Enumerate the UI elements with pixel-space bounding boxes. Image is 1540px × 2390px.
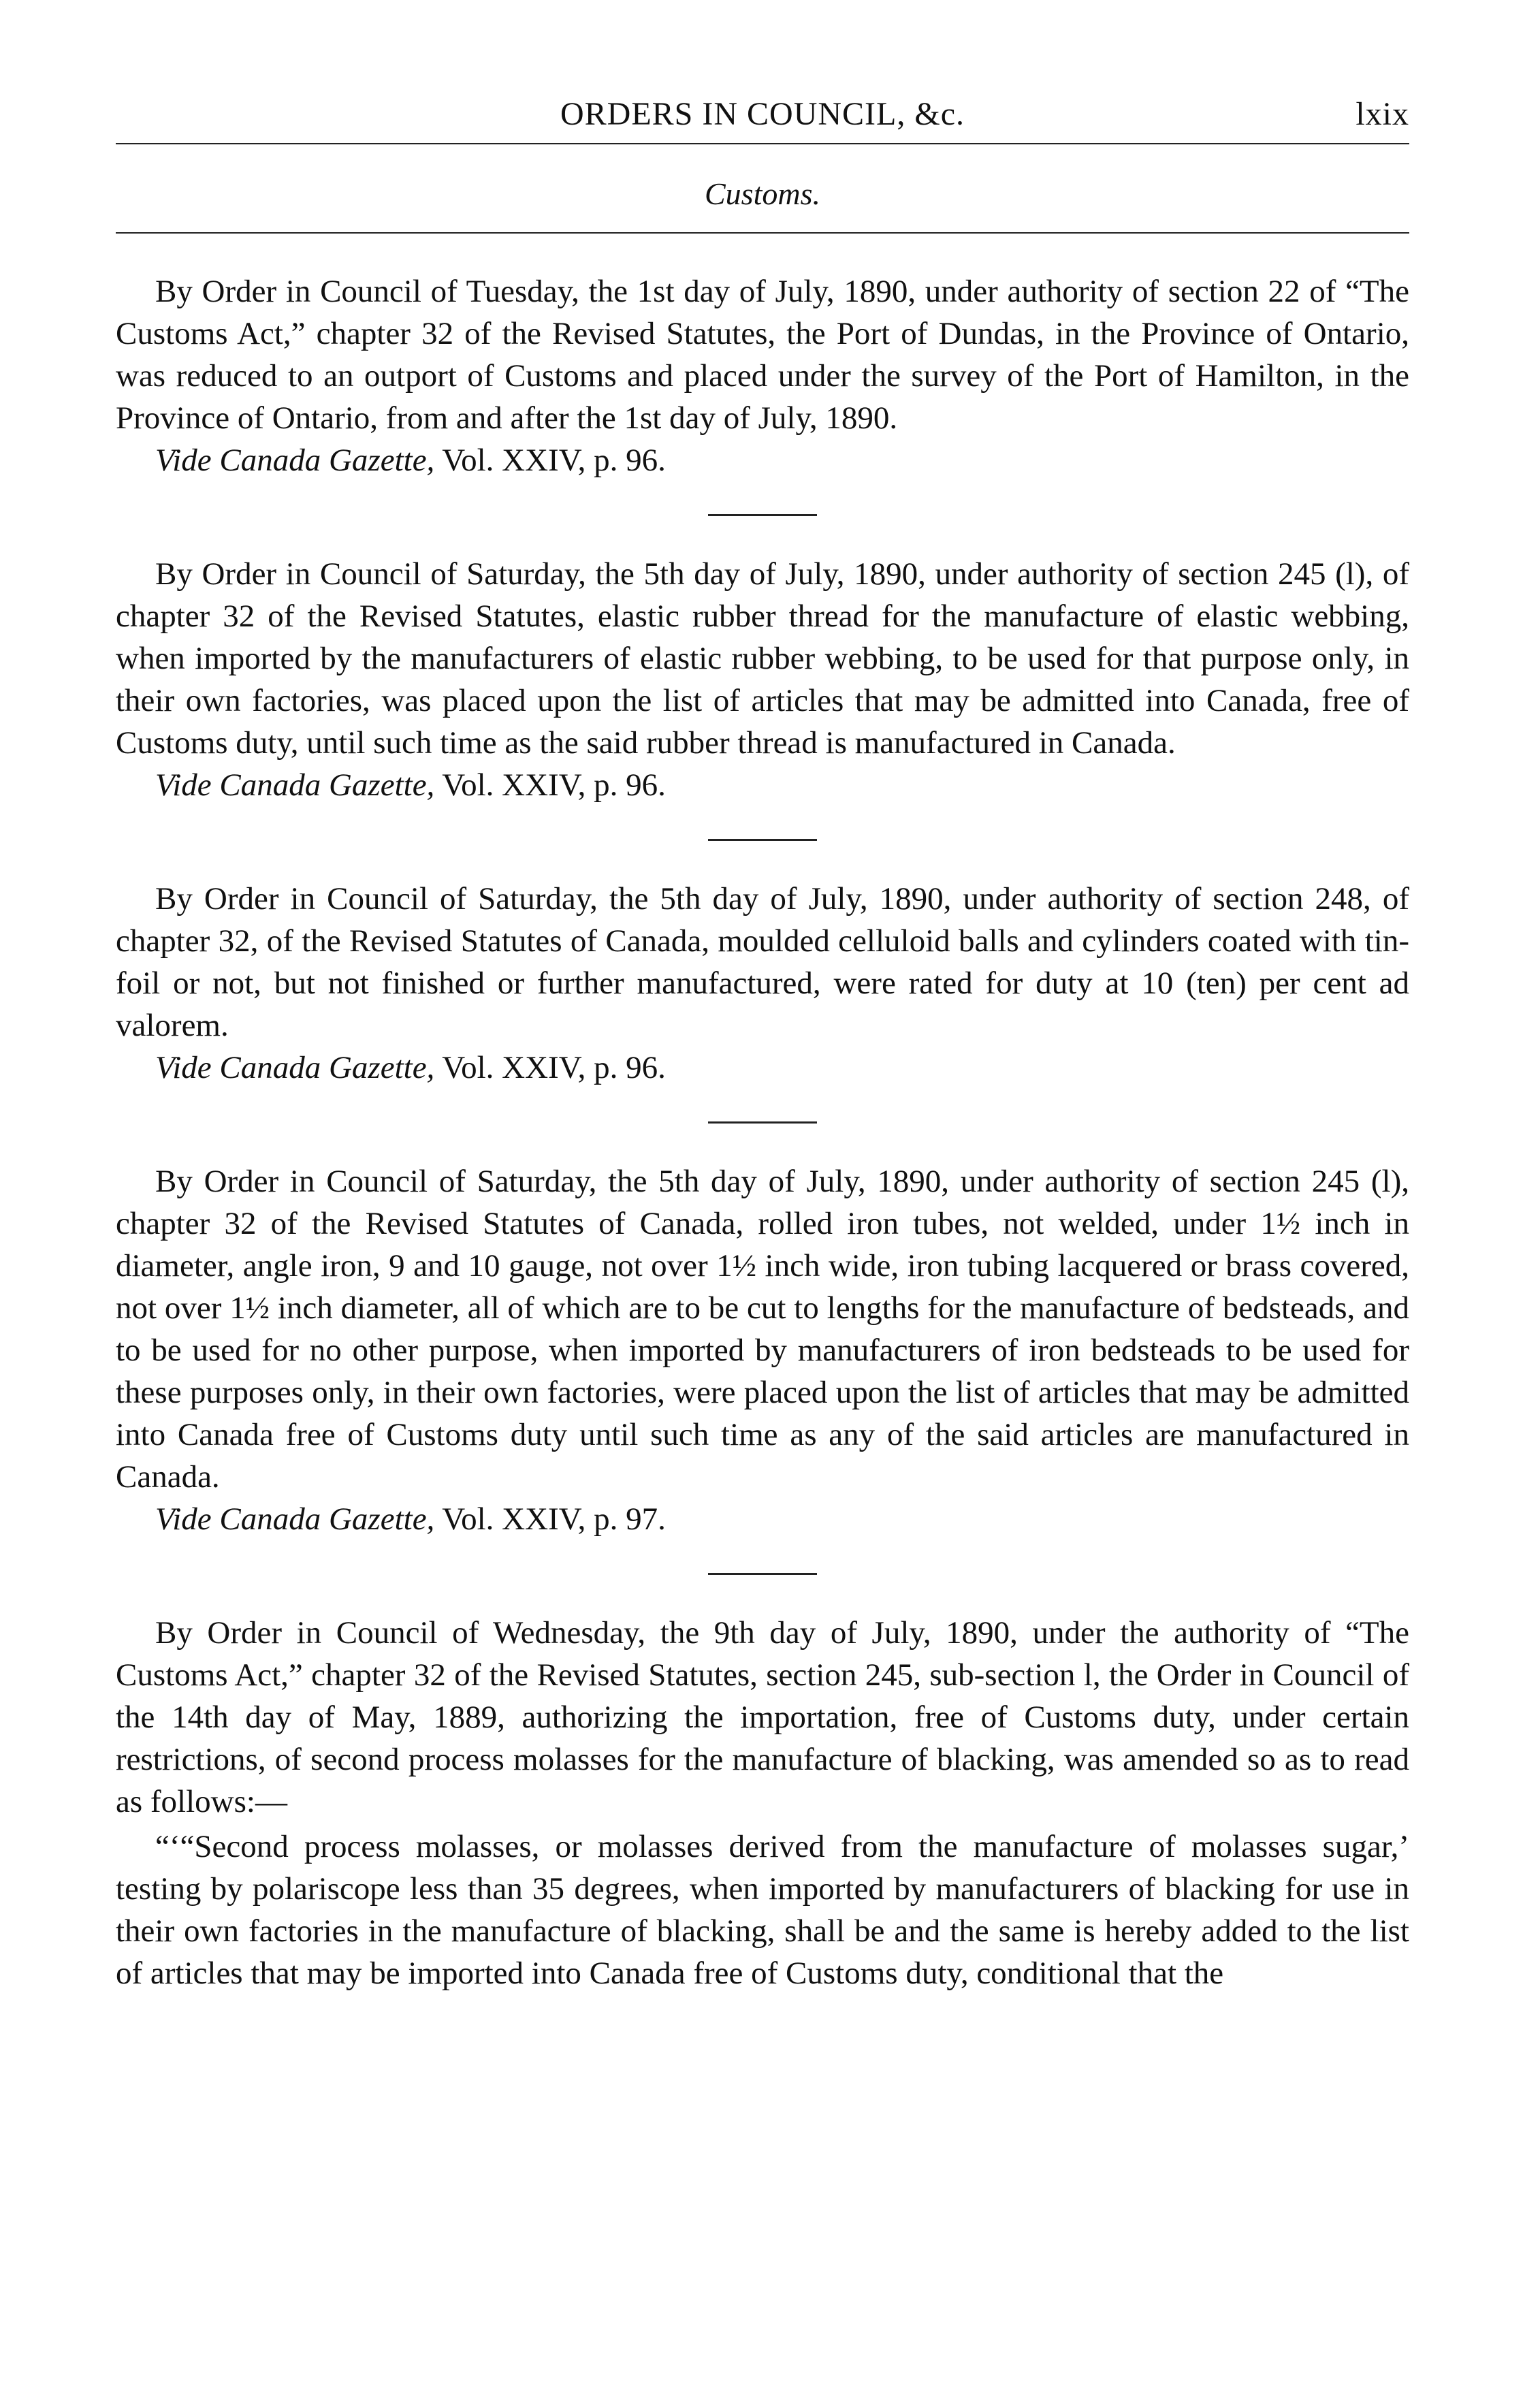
order-paragraph: By Order in Council of Tuesday, the 1st day of July, 1890, under authority of section 22 of “The Customs Act,” chapter 32 of the Revised Statutes, the Port of Dundas, in the Province of Ontario, was reduced to an outport of Customs and placed under the survey of the Port of Hamilton, in the Province of Ontario, from and after the 1st day of July, 1890. (116, 274, 1409, 436)
running-header (116, 82, 1409, 143)
quoted-amendment: “‘“Second process molasses, or molasses derived from the manufacture of molasses sugar,’ testing by polariscope less than 35 degrees, when imported by manufacturers of blacking for use in their own factories in the manufacture of blacking, shall be and the same is hereby added to the list of articles that may be imported into Canada free of Customs duty, conditional that the (116, 1829, 1409, 1991)
gazette-reference-italic: Vide Canada Gazette, (155, 443, 435, 478)
gazette-reference-volume: Vol. XXIV, p. 96. (434, 767, 666, 803)
gazette-reference (116, 764, 1409, 806)
page (116, 82, 1409, 1994)
gazette-reference (116, 1047, 1409, 1089)
page-number: lxix (1355, 96, 1409, 132)
entry-separator (708, 514, 817, 516)
section-heading: Customs. (705, 176, 820, 211)
gazette-reference-italic: Vide Canada Gazette, (155, 767, 435, 803)
gazette-reference-italic: Vide Canada Gazette, (155, 1501, 435, 1537)
running-title: ORDERS IN COUNCIL, &c. (560, 96, 965, 132)
gazette-reference (116, 439, 1409, 481)
section-rule (116, 232, 1409, 234)
gazette-reference-italic: Vide Canada Gazette, (155, 1050, 435, 1085)
gazette-reference-volume: Vol. XXIV, p. 96. (434, 1050, 666, 1085)
gazette-reference-volume: Vol. XXIV, p. 96. (434, 443, 666, 478)
order-paragraph: By Order in Council of Saturday, the 5th day of July, 1890, under authority of section 245 (l), chapter 32 of the Revised Statutes of Canada, rolled iron tubes, not welded, under 1½ inch in diameter, angle iron, 9 and 10 gauge, not over 1½ inch wide, iron tubing lacquered or brass covered, not over 1½ inch diameter, all of which are to be cut to lengths for the manufacture of bedsteads, and to be used for no other purpose, when imported by manufacturers of iron bedsteads to be used for these purposes only, in their own factories, were placed upon the list of articles that may be admitted into Canada free of Customs duty until such time as any of the said articles are manufactured in Canada. (116, 1164, 1409, 1495)
gazette-reference (116, 1498, 1409, 1540)
gazette-reference-volume: Vol. XXIV, p. 97. (434, 1501, 666, 1537)
order-paragraph: By Order in Council of Saturday, the 5th day of July, 1890, under authority of section 248, of chapter 32, of the Revised Statutes of Canada, moulded celluloid balls and cylinders coated with tin-foil or not, but not finished or further manufactured, were rated for duty at 10 (ten) per cent ad valorem. (116, 881, 1409, 1043)
entry-separator (708, 839, 817, 841)
order-paragraph: By Order in Council of Saturday, the 5th day of July, 1890, under authority of section 245 (l), of chapter 32 of the Revised Statutes, elastic rubber thread for the manufacture of elastic webbing, when imported by the manufacturers of elastic rubber webbing, to be used for that purpose only, in their own factories, was placed upon the list of articles that may be admitted into Canada, free of Customs duty, until such time as the said rubber thread is manufactured in Canada. (116, 556, 1409, 761)
entry-separator (708, 1121, 817, 1124)
entry-separator (708, 1573, 817, 1575)
order-paragraph: By Order in Council of Wednesday, the 9th day of July, 1890, under the authority of “The Customs Act,” chapter 32 of the Revised Statutes, section 245, sub-section l, the Order in Council of the 14th day of May, 1889, authorizing the importation, free of Customs duty, under certain restrictions, of second process molasses for the manufacture of blacking, was amended so as to read as follows:— (116, 1615, 1409, 1819)
